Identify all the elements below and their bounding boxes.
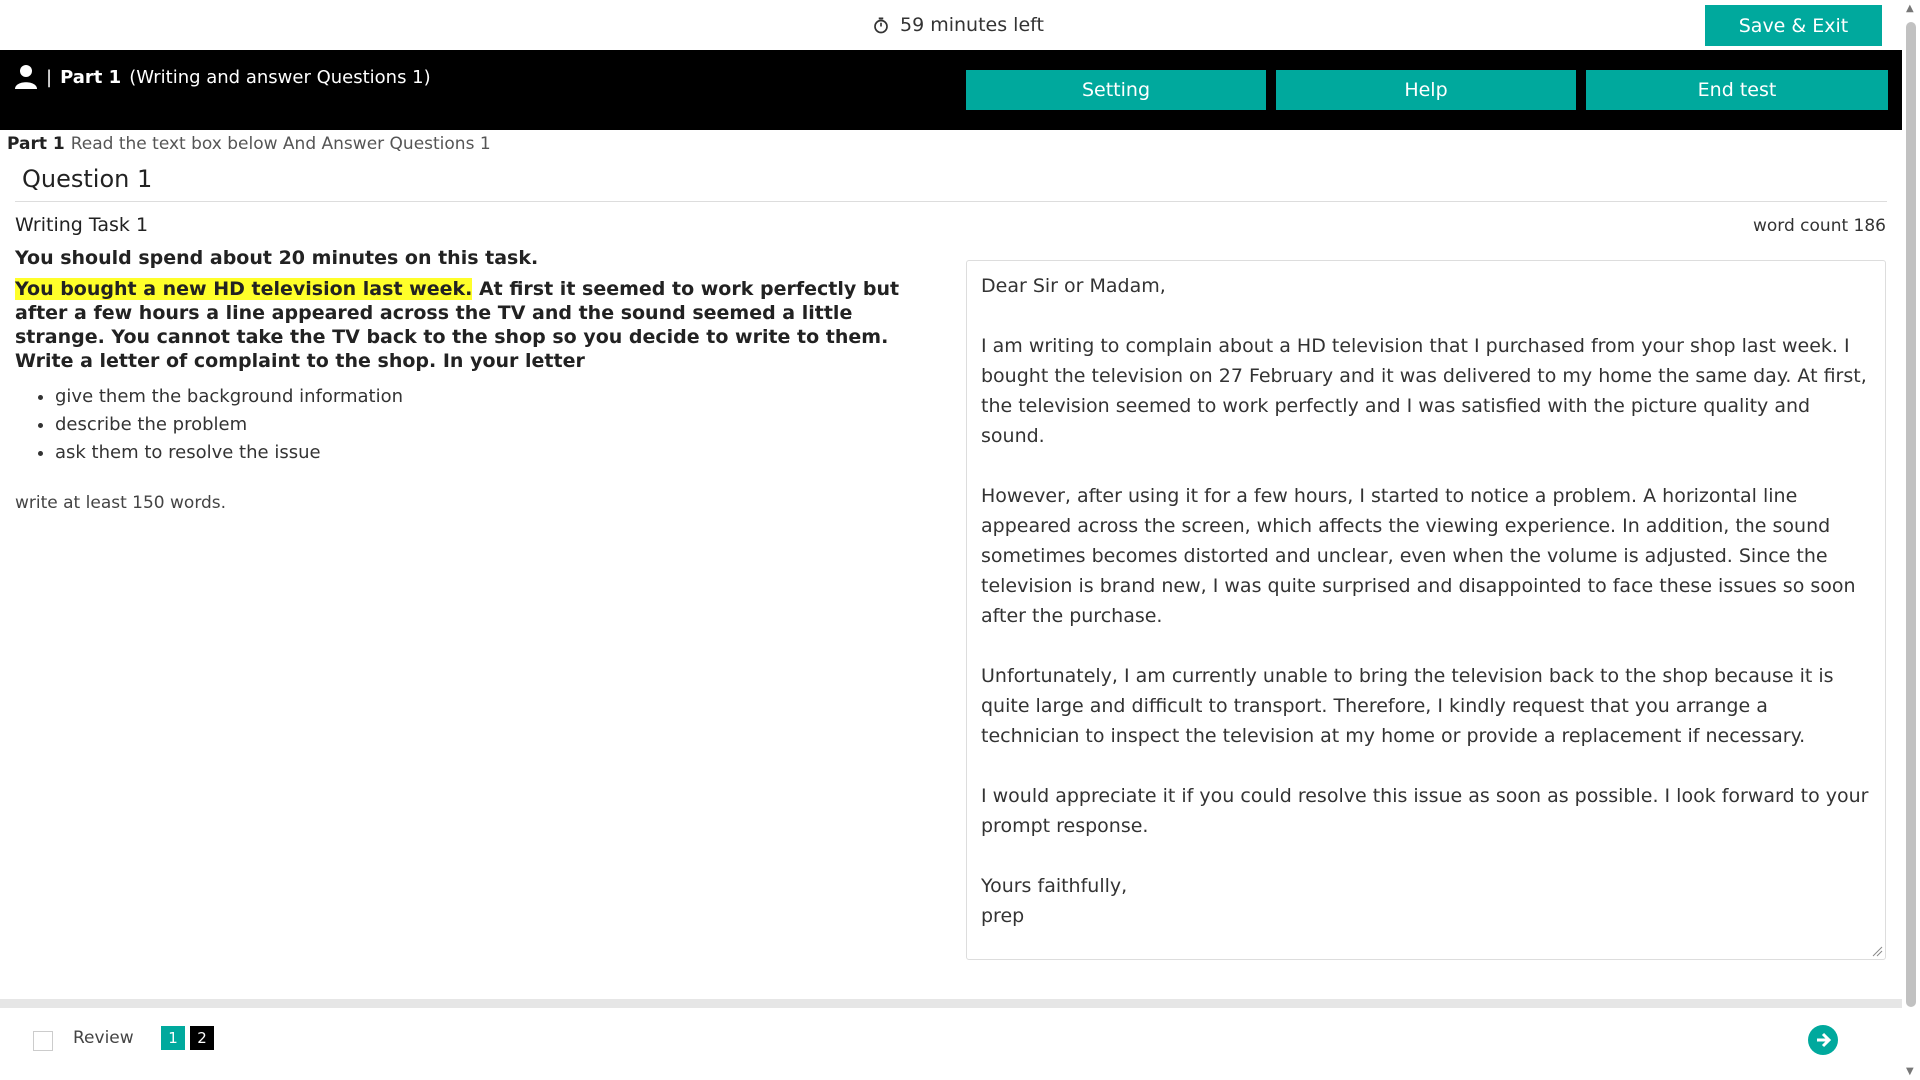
divider: [15, 201, 1887, 202]
top-bar: [0, 0, 1902, 50]
time-advice: You should spend about 20 minutes on this task.: [15, 247, 539, 269]
header-bar: [0, 50, 1902, 130]
page-scrollbar[interactable]: [1902, 0, 1920, 1080]
setting-button[interactable]: Setting: [966, 70, 1266, 110]
word-count: word count 186: [1752, 216, 1886, 236]
page-1-button[interactable]: 1: [161, 1026, 185, 1050]
answer-paragraph: I am writing to complain about a HD television that I purchased from your shop last week. I bought the television on 27 February and it was delivered to my home the same day. At first, the television seemed to work perfectly and I was satisfied with the picture quality and sound.: [981, 335, 1873, 447]
timer-text: 59 minutes left: [900, 14, 1044, 36]
review-label: Review: [73, 1028, 134, 1048]
answer-paragraph: prep: [981, 905, 1025, 927]
part-instruction-text: Read the text box below And Answer Questions 1: [70, 134, 491, 154]
part-label: Part 1: [60, 66, 122, 88]
part-indicator: [14, 64, 431, 90]
help-button[interactable]: Help: [1276, 70, 1576, 110]
highlighted-text[interactable]: You bought a new HD television last week.: [15, 278, 473, 300]
arrow-right-icon: [1814, 1031, 1832, 1049]
answer-paragraph: Yours faithfully,: [981, 875, 1128, 897]
timer: [872, 14, 1044, 36]
bullet-list: [55, 383, 945, 467]
end-test-button[interactable]: End test: [1586, 70, 1888, 110]
answer-paragraph: Unfortunately, I am currently unable to bring the television back to the shop because it is quite large and difficult to transport. Therefore, I kindly request that you arrange a technician to inspect the television at my home or provide a replacement if necessary.: [981, 665, 1840, 747]
review-checkbox[interactable]: [33, 1031, 53, 1051]
footer-divider: [0, 999, 1902, 1008]
task-prompt: [15, 277, 945, 373]
answer-paragraph: Dear Sir or Madam,: [981, 275, 1166, 297]
page-2-button[interactable]: 2: [190, 1026, 214, 1050]
list-item: • give them the background information: [55, 383, 945, 411]
user-icon: [14, 64, 38, 90]
part-instruction: [7, 134, 491, 154]
minimum-words: write at least 150 words.: [15, 493, 227, 513]
separator: |: [46, 66, 53, 88]
answer-textarea[interactable]: [966, 260, 1886, 960]
prompt-text: At first it seemed to work perfectly but after a few hours a line appeared across the TV and the sound seemed a little strange. You cannot take the TV back to the shop so you decide to write to them. Write a letter of complaint to the shop. In your letter: [15, 278, 900, 372]
task-title: Writing Task 1: [15, 214, 149, 236]
save-exit-button[interactable]: Save & Exit: [1705, 5, 1882, 46]
answer-paragraph: I would appreciate it if you could resolve this issue as soon as possible. I look forward to your prompt response.: [981, 785, 1875, 837]
part-description: (Writing and answer Questions 1): [129, 66, 431, 88]
stopwatch-icon: [872, 16, 890, 34]
answer-paragraph: However, after using it for a few hours, I started to notice a problem. A horizontal line appeared across the screen, which affects the viewing experience. In addition, the sound sometimes becomes distorted and unclear, even when the volume is adjusted. Since the television is brand new, I was quite surprised and disappointed to face these issues so soon after the purchase.: [981, 485, 1862, 627]
resize-handle-icon[interactable]: [1871, 945, 1883, 957]
list-item: • describe the problem: [55, 411, 945, 439]
question-title: Question 1: [22, 165, 153, 193]
scrollbar-thumb[interactable]: [1906, 22, 1916, 1007]
part-instruction-label: Part 1: [7, 134, 65, 154]
next-button[interactable]: [1808, 1025, 1838, 1055]
scroll-up-icon[interactable]: ▲: [1906, 3, 1914, 14]
list-item: • ask them to resolve the issue: [55, 439, 945, 467]
task-instructions: [15, 247, 945, 513]
scroll-down-icon[interactable]: ▼: [1906, 1066, 1914, 1077]
